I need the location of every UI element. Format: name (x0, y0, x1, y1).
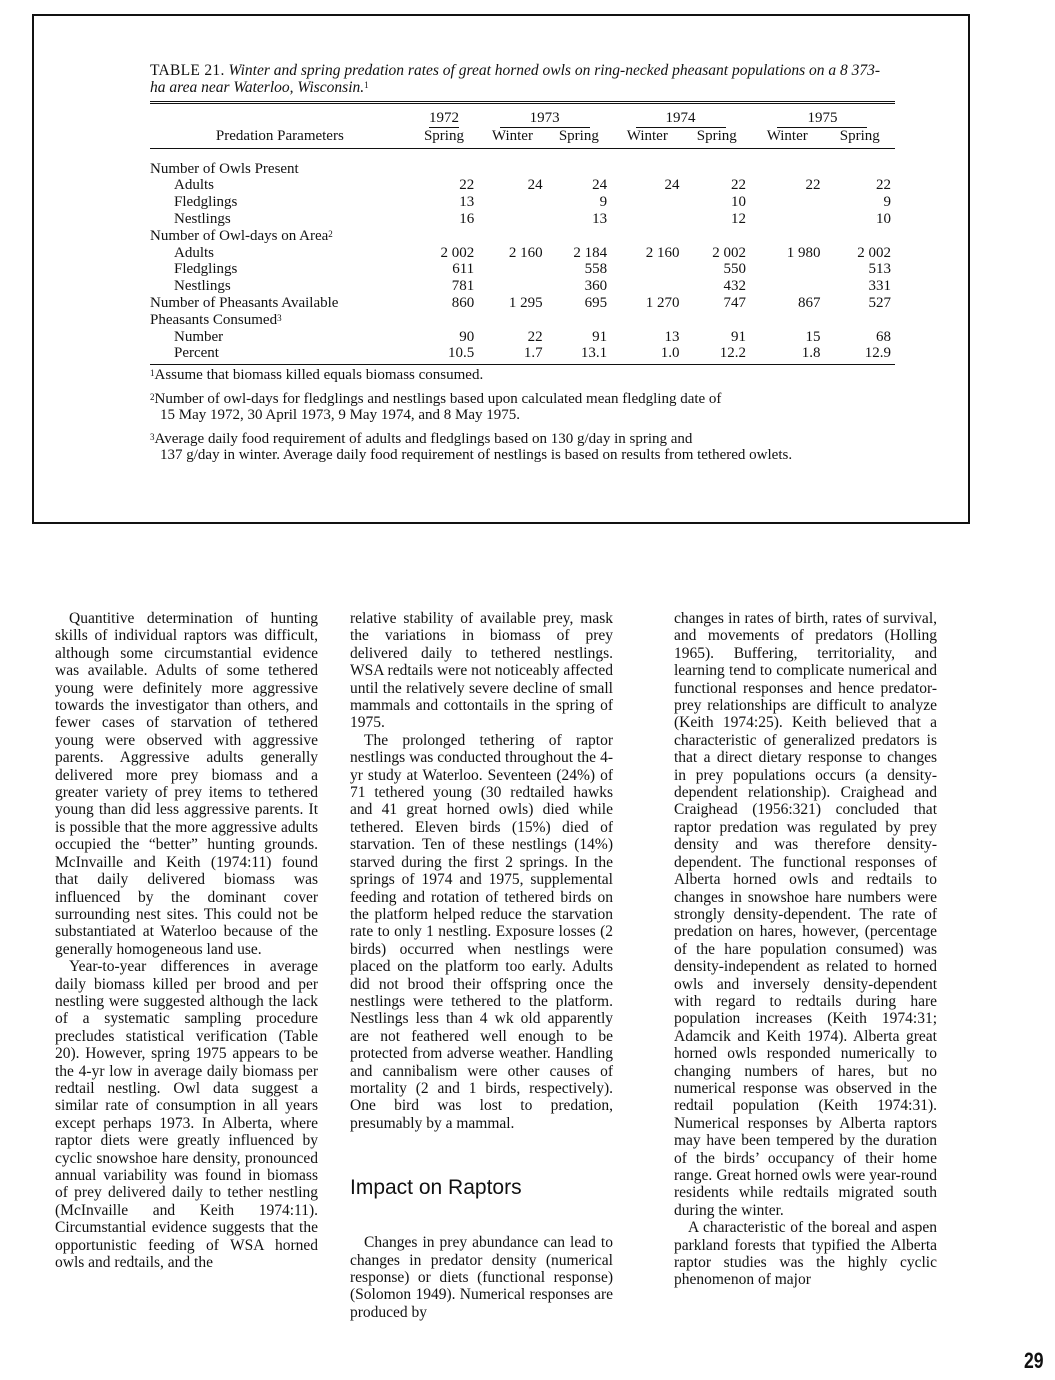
table-cell: 1 980 (786, 244, 821, 261)
table-cell (478, 312, 546, 329)
table-cell: 12 (730, 210, 746, 227)
table-cell: 24 (527, 177, 543, 194)
year-header-1975: 1975 (750, 110, 895, 128)
table-21 (150, 62, 895, 471)
table-cell (684, 312, 750, 329)
season-header: Spring (824, 128, 895, 148)
table-cell: 10.5 (410, 345, 478, 364)
table-cell: 24 (664, 177, 680, 194)
table-cell: 22 (805, 177, 821, 194)
table-cell: 331 (868, 278, 891, 295)
table-cell: 747 (723, 294, 746, 311)
table-cell: 432 (723, 278, 746, 295)
row-label: Fledglings (174, 261, 238, 278)
table-cell: 22 (876, 177, 891, 194)
table-cell: 781 (451, 278, 475, 295)
season-header: Spring (547, 128, 611, 148)
param-header: Predation Parameters (150, 128, 410, 148)
table-cell (478, 194, 546, 211)
table-cell (547, 312, 611, 329)
table-row (150, 194, 895, 211)
row-label: Number of Owls Present (150, 160, 299, 177)
row-label: Percent (150, 345, 410, 364)
table-cell (824, 312, 895, 329)
table-cell: 91 (730, 328, 746, 345)
paragraph: Year-to-year differences in average daily biomass killed per brood and per nestling were suggested although the lack of a systematic sampling procedure precludes statistical verification (Table 20). However, spring 1975 appears to be the 4-yr low in average daily biomass per redtail nestling. Owl data suggest a similar rate of consumption in all years except perhaps 1973. In Alberta, where raptor diets were greatly influenced by cyclic snowshoe hare density, pronounced annual variability was found in biomass of prey delivered daily to tether nestling (McInvaille and Keith 1974:11). Circumstantial evidence suggests that the opportunistic feeding of WSA horned owls and redtails, and the (55, 958, 318, 1272)
table-cell (410, 228, 478, 245)
row-label: Number of Pheasants Available (150, 294, 339, 311)
table-cell: 1.0 (611, 345, 683, 364)
year-header-1973: 1973 (478, 110, 611, 128)
table-row (150, 261, 895, 278)
table-frame (32, 14, 970, 524)
year-header-1974: 1974 (611, 110, 750, 128)
table-cell: 13.1 (547, 345, 611, 364)
footnote: $^1$Assume that biomass killed equals biomass consumed. (150, 367, 484, 384)
table-cell: 360 (584, 278, 608, 295)
table-cell (611, 148, 683, 177)
table-cell: 12.9 (824, 345, 895, 364)
table-cell: 2 002 (440, 244, 475, 261)
table-cell (611, 228, 683, 245)
table-cell (684, 228, 750, 245)
table-cell: 695 (584, 294, 608, 311)
table-cell (547, 228, 611, 245)
paragraph: relative stability of available prey, mask the variations in biomass of prey delivered daily to tethered nestlings. WSA redtails were not noticeably affected until the relatively severe decline of small mammals and cottontails in the spring of 1975. (350, 610, 613, 732)
table-cell: 2 002 (712, 244, 746, 261)
table-cell (478, 278, 546, 295)
table-cell: 9 (883, 194, 891, 211)
table-cell (750, 194, 825, 211)
table-cell (750, 148, 825, 177)
row-label: Adults (174, 244, 215, 261)
table-cell: 22 (527, 328, 543, 345)
season-header: Winter (611, 128, 683, 148)
table-row (150, 295, 895, 312)
table-cell: 90 (459, 328, 475, 345)
table-cell: 867 (797, 294, 821, 311)
column-1 (55, 610, 318, 1271)
row-label: Number of Owl-days on Area$^2$ (150, 227, 333, 244)
table-cell: 558 (584, 261, 608, 278)
column-2 (350, 610, 613, 1321)
table-row (150, 228, 895, 245)
table-cell (410, 148, 478, 177)
table-cell: 1 270 (645, 294, 680, 311)
table-cell: 15 (805, 328, 821, 345)
table-cell (547, 148, 611, 177)
season-header: Winter (478, 128, 546, 148)
paragraph: A characteristic of the boreal and aspen parkland forests that typified the Alberta raptor studies was the highly cyclic phenomenon of major (674, 1219, 937, 1289)
row-label: Adults (174, 177, 215, 194)
table-cell: 13 (459, 194, 475, 211)
table-cell (611, 194, 683, 211)
paragraph: Changes in prey abundance can lead to changes in predator density (numerical response) or diets (functional response) (Solomon 1949). Numerical responses are produced by (350, 1234, 613, 1321)
table-cell (824, 148, 895, 177)
table-caption (150, 62, 895, 104)
column-3 (674, 610, 937, 1289)
table-cell: 22 (459, 177, 475, 194)
table-row (150, 278, 895, 295)
table-cell: 2 184 (573, 244, 608, 261)
table-cell: 10 (876, 210, 891, 227)
table-cell: 68 (876, 328, 891, 345)
table-cell: 16 (459, 210, 475, 227)
table-cell: 22 (730, 177, 746, 194)
table-cell (478, 228, 546, 245)
table-cell: 1.8 (750, 345, 825, 364)
table-cell: 513 (868, 261, 891, 278)
table-cell (750, 312, 825, 329)
table-cell: 860 (451, 294, 475, 311)
table-caption-title: Winter and spring predation rates of great horned owls on ring-necked pheasant populations on a 8 373-ha area near Waterloo, Wisconsin. (150, 62, 881, 96)
footnote: $^3$Average daily food requirement of adults and fledglings based on 130 g/day in spring and 137 g/day in winter. Average daily food requirement of nestlings is based on results from tethered owlets. (150, 430, 793, 464)
table-cell: 13 (664, 328, 680, 345)
table-row (150, 312, 895, 329)
paragraph: The prolonged tethering of raptor nestlings was conducted throughout the 4-yr study at Waterloo. Seventeen (24%) of 71 tethered young (30 redtailed hawks and 41 great horned owls) died while tethered. Eleven birds (15%) died of starvation. Ten of these nestlings (14%) starved during the first 2 springs. In the springs of 1974 and 1975, supplemental feeding and rotation of tethered birds on the platform helped reduce the starvation rate to only 1 nestling. Exposure losses (2 birds) occurred when nestlings were placed on the platform too early. Adults did not brood their offspring once the nestlings were tethered to the platform. Nestlings less than 4 wk old apparently are not feathered well enough to be protected from adverse weather. Handling and cannibalism were other causes of mortality (2 and 1 birds, respectively). One bird was lost to predation, presumably by a mammal. (350, 731, 613, 1132)
table-cell (611, 261, 683, 278)
table-cell (611, 211, 683, 228)
table-cell (611, 278, 683, 295)
row-label: Pheasants Consumed$^3$ (150, 311, 282, 328)
table-cell: 91 (592, 328, 608, 345)
table-cell (684, 148, 750, 177)
season-header: Spring (410, 128, 478, 148)
table-cell (750, 211, 825, 228)
table-cell: 10 (730, 194, 746, 211)
table-row (150, 329, 895, 346)
footnote-mark: 1 (364, 80, 369, 90)
season-header: Spring (684, 128, 750, 148)
section-heading: Impact on Raptors (350, 1176, 522, 1200)
table-cell: 2 160 (508, 244, 543, 261)
table-row (150, 177, 895, 194)
table-cell: 9 (599, 194, 608, 211)
table-body (150, 148, 895, 365)
paragraph: changes in rates of birth, rates of survival, and movements of predators (Holling 1965). Buffering, territoriality, and learning tend to complicate numerical and functional responses and hence predator-prey relationships are difficult to analyze (Keith 1974:25). Keith believed that a characteristic of generalized predators is that a direct dietary response to changes in prey populations occurs (a density-dependent relationship). Craighead and Craighead (1956:321) concluded that raptor predation was regulated by prey density and was therefore density-dependent. The functional responses of Alberta horned owls and redtails to changes in snowshoe hare numbers were strongly density-dependent. The rate of predation on hares, however, (percentage of the hare population consumed) was density-independent as related to horned owls and inversely density-dependent with regard to redtails during hare population increases (Keith 1974:31; Adamcik and Keith 1974). Alberta great horned owls responded numerically to changing numbers of hares, but no numerical response was observed in the redtail population (Keith 1974:31). Numerical responses by Alberta raptors may have been tempered by the duration of the birds’ occupancy of their home range. Great horned owls were year-round residents while redtails migrated south during the winter. (674, 610, 937, 1219)
table-cell (478, 211, 546, 228)
table-cell (478, 148, 546, 177)
table-row (150, 148, 895, 177)
row-label: Number (174, 328, 224, 345)
row-label: Nestlings (174, 278, 231, 295)
row-label: Nestlings (174, 210, 231, 227)
table-cell (410, 312, 478, 329)
table-cell: 2 160 (645, 244, 680, 261)
predation-table (150, 110, 895, 365)
table-cell (478, 261, 546, 278)
season-header: Winter (750, 128, 825, 148)
row-label: Fledglings (174, 194, 238, 211)
table-cell: 611 (452, 261, 475, 278)
table-row (150, 245, 895, 262)
year-header-1972: 1972 (428, 110, 459, 126)
page-number: 29 (1024, 1348, 1044, 1373)
table-cell (750, 278, 825, 295)
table-footnotes (150, 367, 895, 464)
table-caption-label: TABLE 21. (150, 62, 225, 79)
table-cell (824, 228, 895, 245)
table-cell (750, 261, 825, 278)
table-cell: 550 (723, 261, 746, 278)
table-row (150, 345, 895, 364)
table-cell: 527 (868, 294, 891, 311)
table-cell: 1 295 (508, 294, 543, 311)
table-cell: 13 (592, 210, 608, 227)
table-cell: 2 002 (857, 244, 891, 261)
paragraph: Quantitive determination of hunting skills of individual raptors was difficult, although some circumstantial evidence was available. Adults of some tethered young were definitely more aggressive towards the investigator than others, and fewer cases of starvation of tethered young were observed with aggressive parents. Aggressive adults generally delivered more prey biomass and a greater variety of prey items to tethered young than did less aggressive parents. It is possible that the more aggressive adults occupied the “better” hunting grounds. McInvaille and Keith (1974:11) found that daily delivered biomass was influenced by the dominant cover surrounding nest sites. This could not be substantiated at Waterloo because of the generally homogeneous land use. (55, 610, 318, 958)
table-cell: 12.2 (684, 345, 750, 364)
footnote: $^2$Number of owl-days for fledglings and nestlings based upon calculated mean fledgling date of 15 May 1972, 30 April 1973, 9 May 1974, and 8 May 1975. (150, 390, 722, 424)
table-cell (750, 228, 825, 245)
table-row (150, 211, 895, 228)
table-cell (611, 312, 683, 329)
table-cell: 24 (592, 177, 608, 194)
table-cell: 1.7 (478, 345, 546, 364)
